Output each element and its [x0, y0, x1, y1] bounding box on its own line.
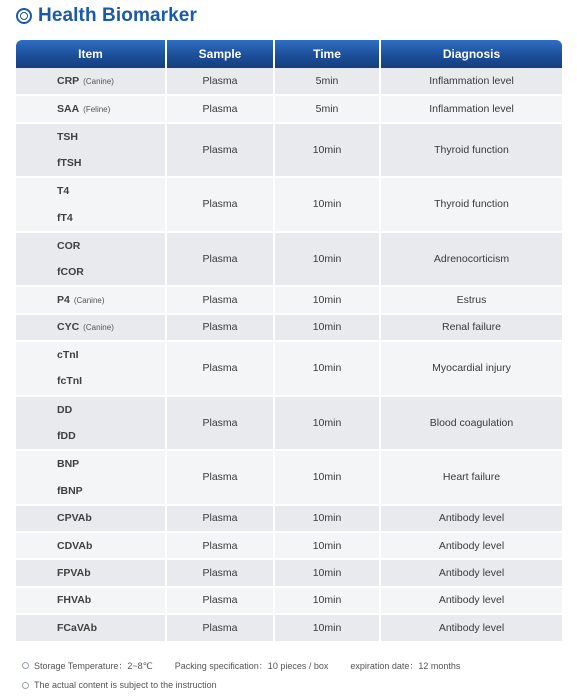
packing-specification: Packing specification：10 pieces / box [174, 661, 329, 671]
sample-cell: Plasma [166, 123, 274, 178]
target-circle-icon [16, 8, 32, 24]
sample-cell: Plasma [166, 614, 274, 641]
diagnosis-cell: Renal failure [380, 314, 562, 341]
sample-cell: Plasma [166, 396, 274, 451]
item-qualifier: (Canine) [83, 77, 114, 87]
sample-cell: Plasma [166, 286, 274, 313]
header-diagnosis: Diagnosis [380, 40, 562, 68]
item-name: fTSH [57, 157, 82, 170]
time-cell: 10min [274, 396, 380, 451]
page-title [16, 4, 197, 28]
item-cell [16, 614, 166, 641]
diagnosis-cell: Estrus [380, 286, 562, 313]
sample-cell: Plasma [166, 532, 274, 559]
table-row [16, 314, 562, 341]
diagnosis-cell: Myocardial injury [380, 341, 562, 396]
time-cell: 10min [274, 450, 380, 505]
item-name: cTnI [57, 349, 79, 362]
time-cell: 10min [274, 177, 380, 232]
time-cell: 10min [274, 505, 380, 532]
item-cell [16, 177, 166, 204]
time-cell: 10min [274, 123, 380, 178]
bullet-icon [22, 682, 29, 689]
item-name: FCaVAb [57, 622, 98, 635]
item-cell [16, 286, 166, 313]
time-cell: 10min [274, 232, 380, 287]
item-cell [16, 341, 166, 368]
table-row [16, 286, 562, 313]
table-row [16, 532, 562, 559]
item-cell [16, 587, 166, 614]
item-cell [16, 532, 166, 559]
diagnosis-cell: Thyroid function [380, 123, 562, 178]
sample-cell: Plasma [166, 587, 274, 614]
storage-temperature: Storage Temperature：2~8℃ [34, 661, 153, 671]
sample-cell: Plasma [166, 559, 274, 586]
item-name: CPVAb [57, 512, 92, 525]
item-qualifier: (Canine) [83, 323, 114, 333]
time-cell: 10min [274, 614, 380, 641]
item-name: fcTnI [57, 375, 83, 388]
sample-cell: Plasma [166, 505, 274, 532]
item-name: CDVAb [57, 539, 93, 552]
item-cell [16, 150, 166, 177]
item-cell [16, 477, 166, 504]
sample-cell: Plasma [166, 232, 274, 287]
diagnosis-cell: Antibody level [380, 505, 562, 532]
header-item: Item [16, 40, 166, 68]
table-row [16, 68, 562, 95]
item-name: COR [57, 239, 81, 252]
table-row [16, 450, 562, 477]
item-qualifier: (Feline) [83, 104, 111, 114]
table-row [16, 587, 562, 614]
time-cell: 10min [274, 559, 380, 586]
table-row [16, 505, 562, 532]
item-cell [16, 259, 166, 286]
item-cell [16, 505, 166, 532]
diagnosis-cell: Thyroid function [380, 177, 562, 232]
diagnosis-cell: Adrenocorticism [380, 232, 562, 287]
header-time: Time [274, 40, 380, 68]
table-row [16, 559, 562, 586]
table-row [16, 177, 562, 204]
title-text: Health Biomarker [38, 5, 197, 26]
instruction-note: The actual content is subject to the instruction [34, 680, 217, 690]
item-name: FHVAb [57, 594, 92, 607]
item-name: T4 [57, 185, 70, 198]
sample-cell: Plasma [166, 95, 274, 122]
item-cell [16, 68, 166, 95]
item-cell [16, 314, 166, 341]
item-cell [16, 123, 166, 150]
diagnosis-cell: Antibody level [380, 559, 562, 586]
diagnosis-cell: Blood coagulation [380, 396, 562, 451]
item-cell [16, 204, 166, 231]
sample-cell: Plasma [166, 68, 274, 95]
table-row [16, 614, 562, 641]
table-body [16, 68, 562, 641]
diagnosis-cell: Heart failure [380, 450, 562, 505]
biomarker-table [16, 40, 562, 641]
item-cell [16, 423, 166, 450]
table-row [16, 341, 562, 368]
time-cell: 10min [274, 532, 380, 559]
item-name: CYC [57, 321, 80, 334]
time-cell: 5min [274, 68, 380, 95]
sample-cell: Plasma [166, 450, 274, 505]
diagnosis-cell: Antibody level [380, 587, 562, 614]
time-cell: 10min [274, 314, 380, 341]
sample-cell: Plasma [166, 314, 274, 341]
diagnosis-cell: Inflammation level [380, 95, 562, 122]
time-cell: 10min [274, 341, 380, 396]
expiration-date: expiration date：12 months [350, 661, 461, 671]
sample-cell: Plasma [166, 177, 274, 232]
diagnosis-cell: Antibody level [380, 614, 562, 641]
item-name: TSH [57, 130, 78, 143]
footer-note [22, 680, 217, 690]
item-cell [16, 232, 166, 259]
item-name: fDD [57, 430, 76, 442]
item-name: SAA [57, 102, 80, 115]
table-row [16, 95, 562, 122]
item-name: BNP [57, 458, 80, 471]
diagnosis-cell: Inflammation level [380, 68, 562, 95]
table-header-row [16, 40, 562, 68]
item-name: CRP [57, 75, 80, 88]
diagnosis-cell: Antibody level [380, 532, 562, 559]
item-name: DD [57, 403, 73, 416]
time-cell: 5min [274, 95, 380, 122]
item-qualifier: (Canine) [73, 296, 105, 306]
item-name: fCOR [57, 266, 84, 279]
item-name: FPVAb [57, 566, 91, 579]
table-row [16, 396, 562, 423]
table-row [16, 232, 562, 259]
item-name: fT4 [57, 211, 73, 224]
item-cell [16, 396, 166, 423]
item-cell [16, 559, 166, 586]
table-row [16, 123, 562, 150]
bullet-icon [22, 662, 29, 669]
time-cell: 10min [274, 587, 380, 614]
item-cell [16, 95, 166, 122]
item-cell [16, 368, 166, 395]
item-cell [16, 450, 166, 477]
header-sample: Sample [166, 40, 274, 68]
item-name: P4 [57, 294, 70, 307]
footer-specs [22, 659, 460, 672]
time-cell: 10min [274, 286, 380, 313]
sample-cell: Plasma [166, 341, 274, 396]
item-name: fBNP [57, 484, 83, 497]
